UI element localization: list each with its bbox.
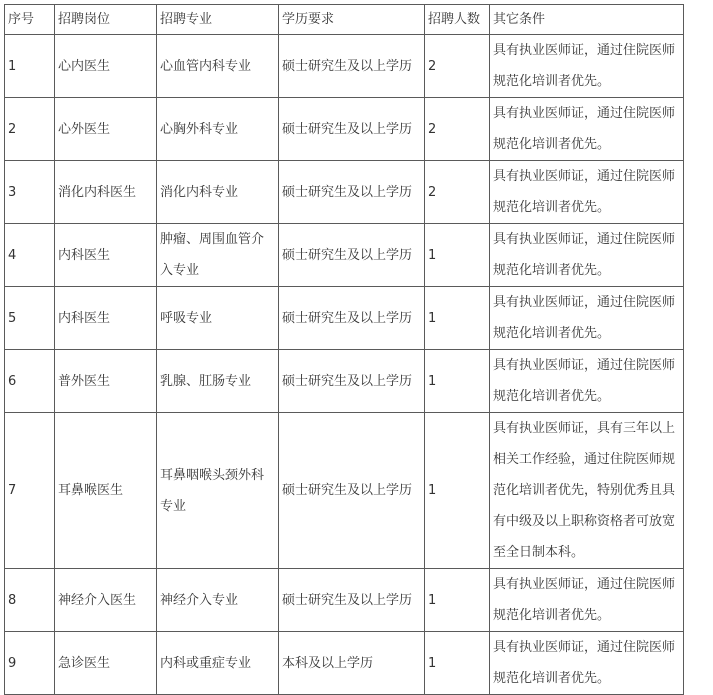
cell-no: 7 (5, 413, 55, 569)
cell-major: 内科或重症专业 (157, 632, 279, 695)
cell-count: 1 (425, 287, 490, 350)
cell-position: 普外医生 (55, 350, 157, 413)
cell-count: 1 (425, 569, 490, 632)
cell-count: 2 (425, 35, 490, 98)
cell-no: 2 (5, 98, 55, 161)
cell-no: 4 (5, 224, 55, 287)
table-row (5, 35, 684, 98)
table-row (5, 632, 684, 695)
table-row (5, 98, 684, 161)
cell-other: 具有执业医师证，通过住院医师规范化培训者优先。 (490, 350, 684, 413)
cell-count: 1 (425, 350, 490, 413)
cell-count: 1 (425, 632, 490, 695)
cell-major: 心血管内科专业 (157, 35, 279, 98)
cell-position: 心内医生 (55, 35, 157, 98)
cell-other: 具有执业医师证，通过住院医师规范化培训者优先。 (490, 287, 684, 350)
cell-education: 硕士研究生及以上学历 (279, 224, 425, 287)
cell-education: 硕士研究生及以上学历 (279, 569, 425, 632)
header-position: 招聘岗位 (55, 5, 157, 35)
cell-position: 内科医生 (55, 224, 157, 287)
cell-other: 具有执业医师证，通过住院医师规范化培训者优先。 (490, 98, 684, 161)
table-row (5, 569, 684, 632)
cell-position: 消化内科医生 (55, 161, 157, 224)
cell-count: 1 (425, 224, 490, 287)
cell-education: 硕士研究生及以上学历 (279, 161, 425, 224)
table-row (5, 350, 684, 413)
cell-major: 肿瘤、周围血管介入专业 (157, 224, 279, 287)
cell-no: 3 (5, 161, 55, 224)
table-row (5, 161, 684, 224)
header-other: 其它条件 (490, 5, 684, 35)
header-no: 序号 (5, 5, 55, 35)
header-education: 学历要求 (279, 5, 425, 35)
cell-education: 硕士研究生及以上学历 (279, 98, 425, 161)
cell-education: 本科及以上学历 (279, 632, 425, 695)
cell-position: 急诊医生 (55, 632, 157, 695)
cell-other: 具有执业医师证，具有三年以上相关工作经验，通过住院医师规范化培训者优先，特别优秀且具有中级及以上职称资格者可放宽至全日制本科。 (490, 413, 684, 569)
cell-education: 硕士研究生及以上学历 (279, 287, 425, 350)
cell-major: 消化内科专业 (157, 161, 279, 224)
recruitment-table (4, 4, 684, 695)
cell-other: 具有执业医师证，通过住院医师规范化培训者优先。 (490, 632, 684, 695)
cell-position: 内科医生 (55, 287, 157, 350)
cell-no: 6 (5, 350, 55, 413)
cell-no: 1 (5, 35, 55, 98)
cell-position: 耳鼻喉医生 (55, 413, 157, 569)
cell-no: 8 (5, 569, 55, 632)
cell-count: 1 (425, 413, 490, 569)
cell-no: 9 (5, 632, 55, 695)
cell-major: 乳腺、肛肠专业 (157, 350, 279, 413)
cell-other: 具有执业医师证，通过住院医师规范化培训者优先。 (490, 224, 684, 287)
cell-other: 具有执业医师证，通过住院医师规范化培训者优先。 (490, 161, 684, 224)
header-major: 招聘专业 (157, 5, 279, 35)
cell-major: 呼吸专业 (157, 287, 279, 350)
header-count: 招聘人数 (425, 5, 490, 35)
table-header-row (5, 5, 684, 35)
cell-other: 具有执业医师证，通过住院医师规范化培训者优先。 (490, 569, 684, 632)
cell-education: 硕士研究生及以上学历 (279, 350, 425, 413)
cell-education: 硕士研究生及以上学历 (279, 413, 425, 569)
cell-other: 具有执业医师证，通过住院医师规范化培训者优先。 (490, 35, 684, 98)
table-row (5, 224, 684, 287)
table-row (5, 287, 684, 350)
cell-count: 2 (425, 161, 490, 224)
cell-no: 5 (5, 287, 55, 350)
table-row (5, 413, 684, 569)
cell-count: 2 (425, 98, 490, 161)
cell-position: 神经介入医生 (55, 569, 157, 632)
cell-major: 心胸外科专业 (157, 98, 279, 161)
cell-position: 心外医生 (55, 98, 157, 161)
cell-major: 耳鼻咽喉头颈外科专业 (157, 413, 279, 569)
cell-major: 神经介入专业 (157, 569, 279, 632)
cell-education: 硕士研究生及以上学历 (279, 35, 425, 98)
